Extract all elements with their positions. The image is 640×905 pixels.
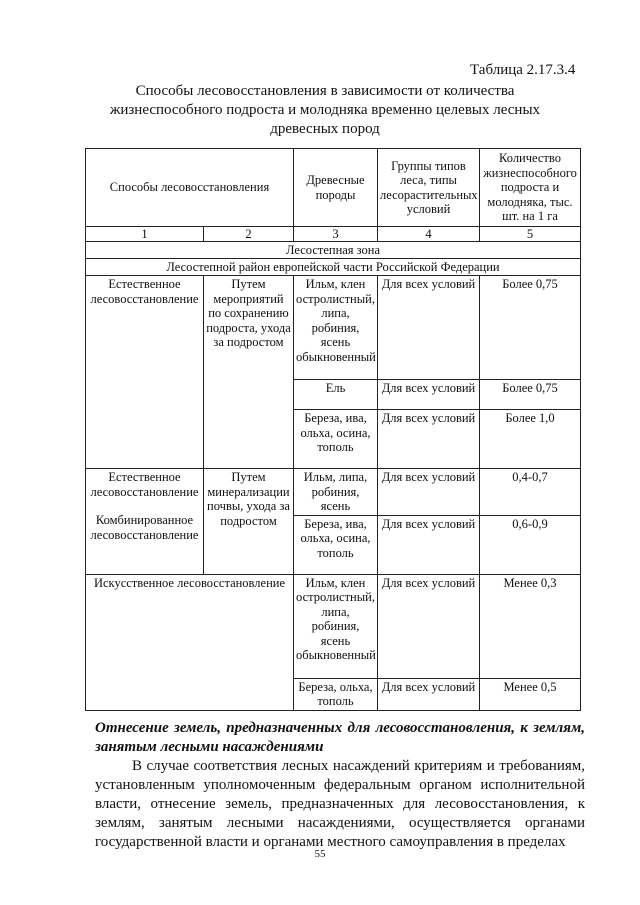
conditions-cell: Для всех условий xyxy=(378,410,480,469)
method-cell: Естественное лесовосстановление xyxy=(86,276,204,469)
table-title: Способы лесовосстановления в зависимости от количества жизнеспособного подроста и молодняка временно целевых лесных древесных пород xyxy=(109,83,541,137)
section-heading: Отнесение земель, предназначенных для лесовосстановления, к землям, занятым лесными насаждениями xyxy=(95,720,585,755)
header-row xyxy=(86,149,581,227)
conditions-cell: Для всех условий xyxy=(378,469,480,516)
column-numbers-row xyxy=(86,227,581,242)
method-cell xyxy=(86,469,204,575)
district-label: Лесостепной район европейской части Российской Федерации xyxy=(86,259,581,276)
conditions-cell: Для всех условий xyxy=(378,515,480,574)
header-forest-types: Группы типов леса, типы лесорастительных условий xyxy=(378,149,480,227)
quantity-cell: Более 1,0 xyxy=(480,410,581,469)
method-cell: Искусственное лесовосстановление xyxy=(86,574,294,678)
col-number: 3 xyxy=(294,227,378,242)
species-cell: Береза, ольха, тополь xyxy=(294,678,378,710)
method-combined: Комбинированное лесовосстановление xyxy=(90,513,199,542)
method-natural: Естественное лесовосстановление xyxy=(90,470,199,499)
col-number: 1 xyxy=(86,227,204,242)
district-row xyxy=(86,259,581,276)
reforestation-table xyxy=(85,148,581,711)
zone-row xyxy=(86,242,581,259)
species-cell: Береза, ива, ольха, осина, тополь xyxy=(294,410,378,469)
quantity-cell: Менее 0,3 xyxy=(480,574,581,678)
conditions-cell: Для всех условий xyxy=(378,380,480,410)
col-number: 4 xyxy=(378,227,480,242)
conditions-cell: Для всех условий xyxy=(378,276,480,380)
species-cell: Ильм, клен остролистный, липа, робиния, ясень обыкновенный xyxy=(294,574,378,678)
header-species: Древесные породы xyxy=(294,149,378,227)
species-cell: Ель xyxy=(294,380,378,410)
header-quantity: Количество жизнеспособного подроста и молодняка, тыс. шт. на 1 га xyxy=(480,149,581,227)
quantity-cell: Менее 0,5 xyxy=(480,678,581,710)
quantity-cell: 0,4-0,7 xyxy=(480,469,581,516)
method-cell-continued xyxy=(86,678,294,710)
species-cell: Ильм, липа, робиния, ясень xyxy=(294,469,378,516)
page-number: 55 xyxy=(314,848,326,860)
species-cell: Ильм, клен остролистный, липа, робиния, ясень обыкновенный xyxy=(294,276,378,380)
quantity-cell: Более 0,75 xyxy=(480,380,581,410)
conditions-cell: Для всех условий xyxy=(378,678,480,710)
zone-label: Лесостепная зона xyxy=(86,242,581,259)
table-row xyxy=(86,276,581,380)
table-row xyxy=(86,469,581,516)
quantity-cell: 0,6-0,9 xyxy=(480,515,581,574)
table-row xyxy=(86,678,581,710)
species-cell: Береза, ива, ольха, осина, тополь xyxy=(294,515,378,574)
body-paragraph: В случае соответствия лесных насаждений критериям и требованиям, установленным уполномоченным федеральным органом исполнительной власти, отнесение земель, предназначенных для лесовосстановления, к землям, занятым лесными насаждениями, осуществляется органами государственной власти и органами местного самоуправления в пределах xyxy=(95,758,585,850)
col-number: 5 xyxy=(480,227,581,242)
header-methods: Способы лесовосстановления xyxy=(86,149,294,227)
technique-cell: Путем минерализации почвы, ухода за подростом xyxy=(204,469,294,575)
technique-cell: Путем мероприятий по сохранению подроста, ухода за подростом xyxy=(204,276,294,469)
table-row xyxy=(86,574,581,678)
table-number: Таблица 2.17.3.4 xyxy=(470,62,576,78)
col-number: 2 xyxy=(204,227,294,242)
quantity-cell: Более 0,75 xyxy=(480,276,581,380)
conditions-cell: Для всех условий xyxy=(378,574,480,678)
